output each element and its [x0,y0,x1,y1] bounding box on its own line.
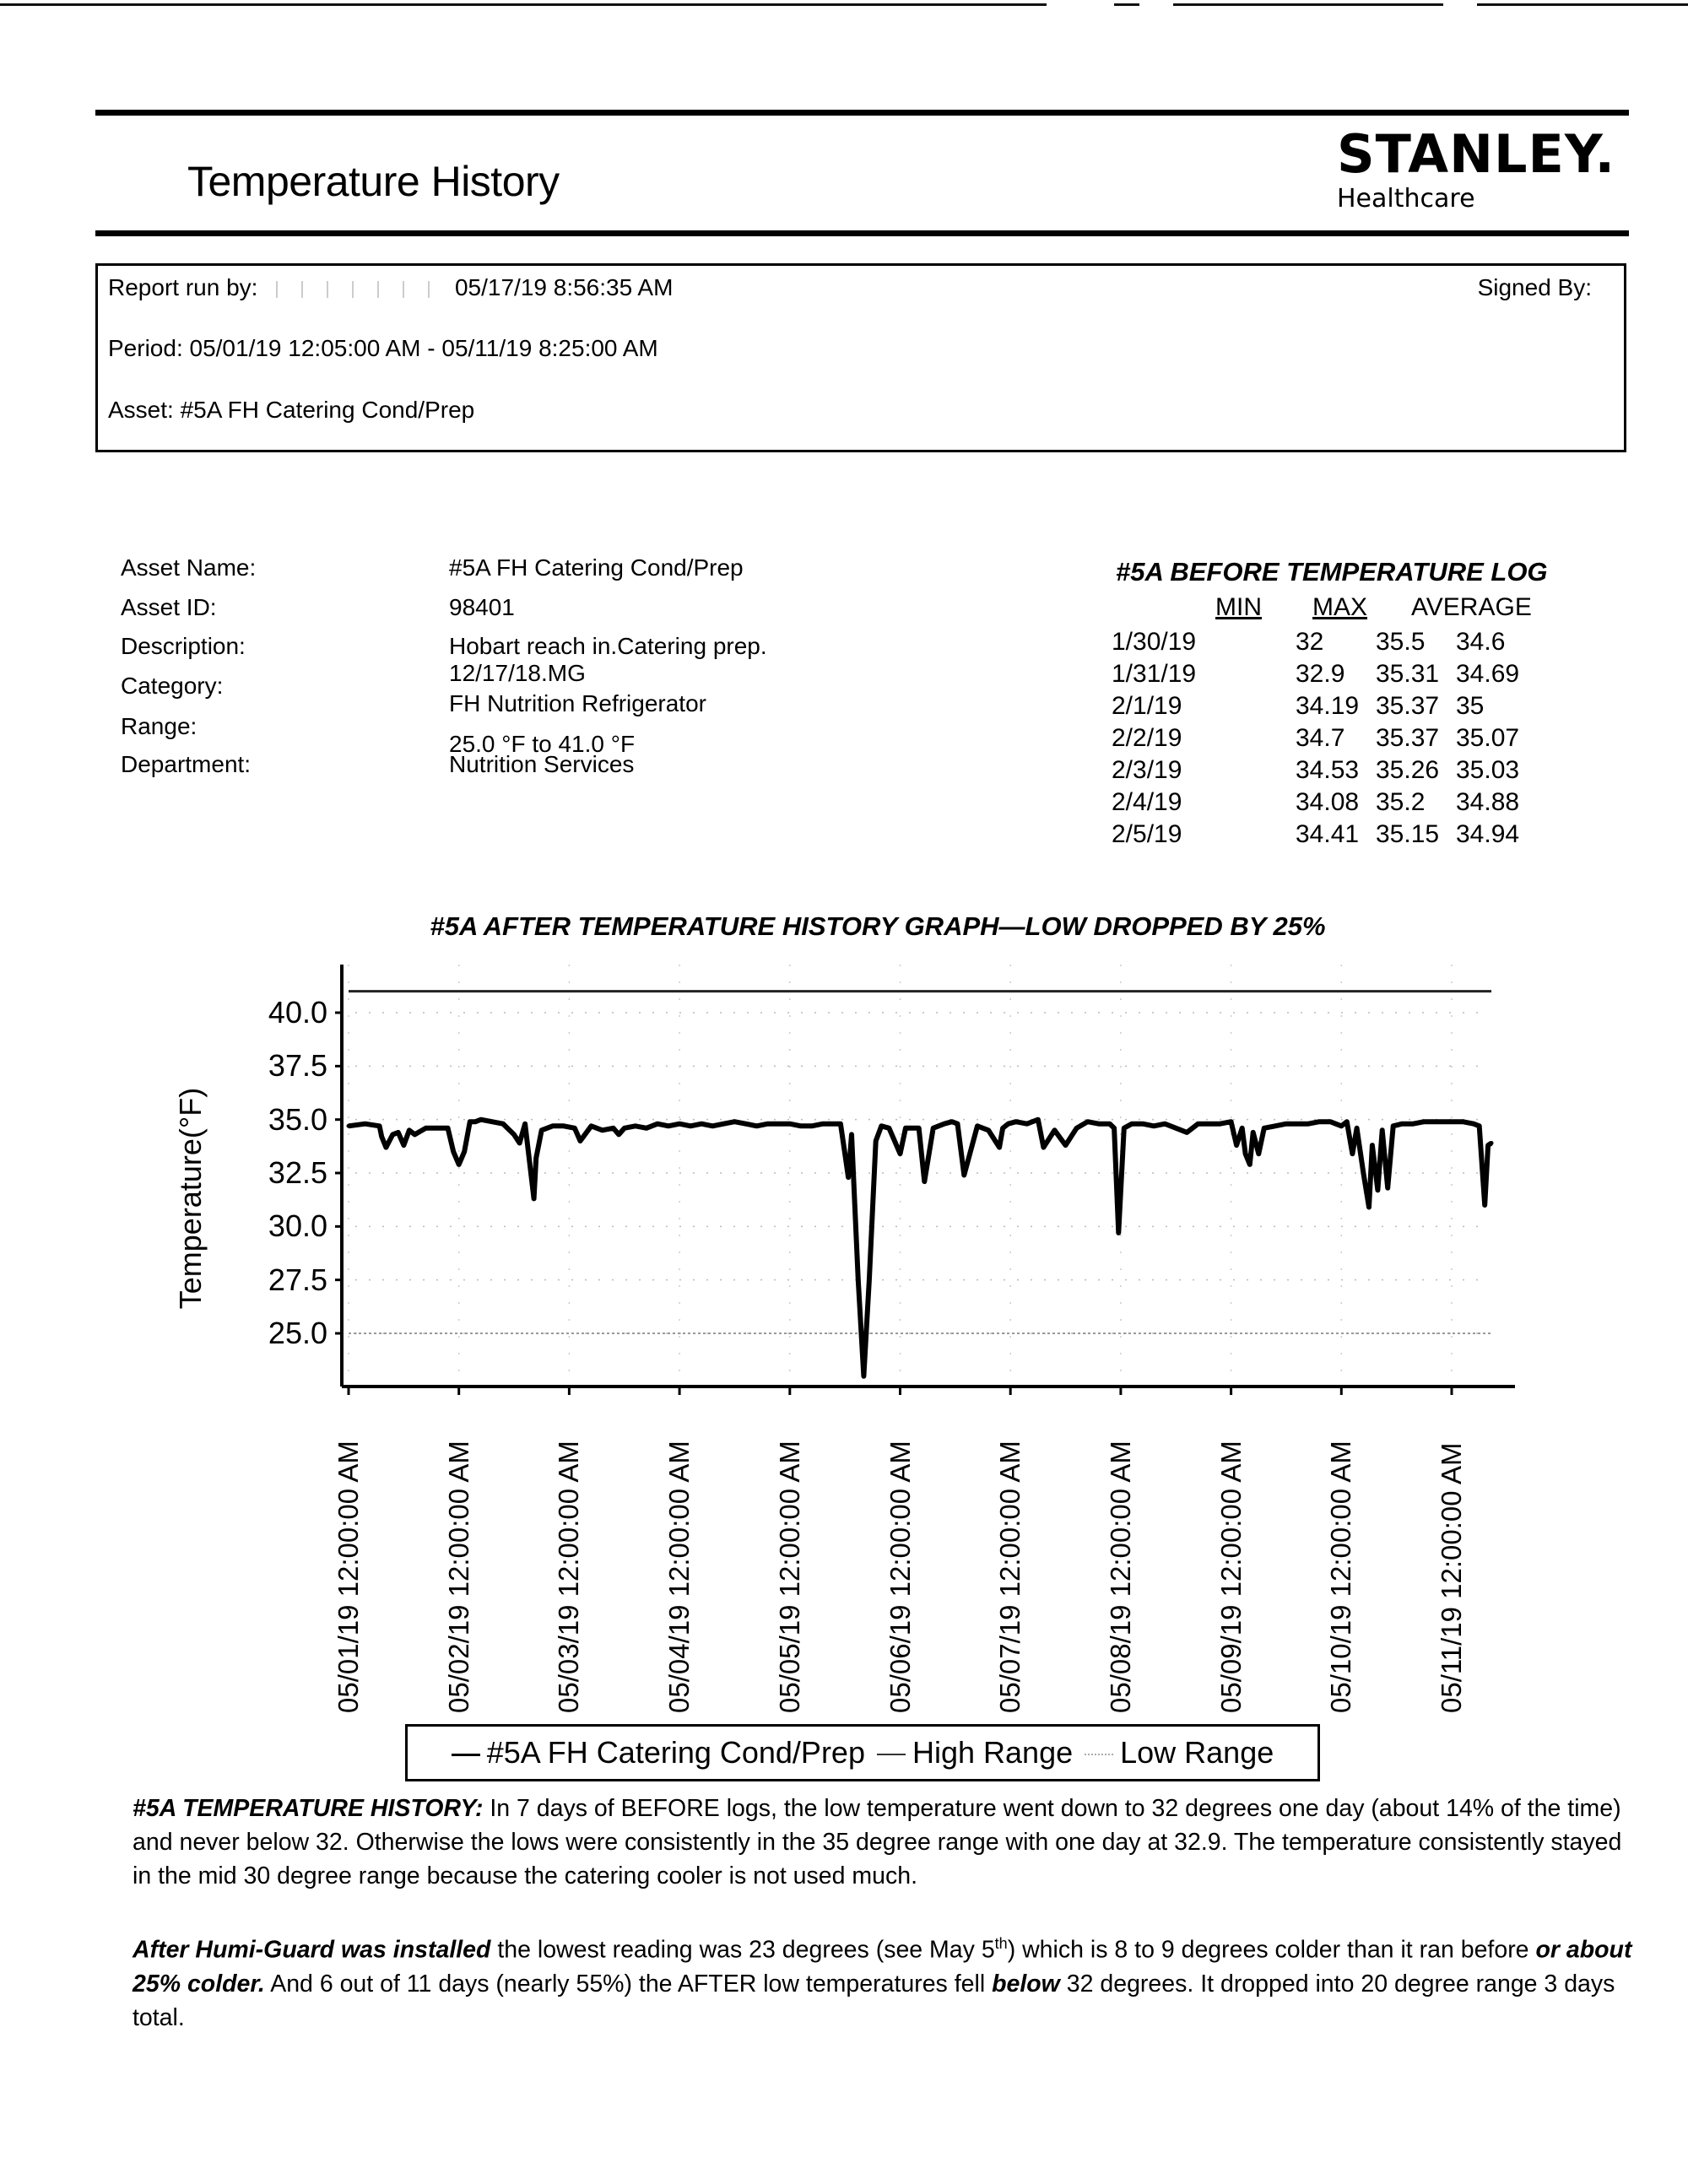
temperature-data-point [733,1120,737,1124]
summary-p2-lead: After Humi-Guard was installed [133,1936,491,1964]
temperature-data-point [384,1145,388,1149]
temperature-data-point [987,1128,991,1133]
before-log-header-max: MAX [1312,593,1368,621]
temperature-data-point [856,1278,860,1282]
temperature-data-point [473,1120,478,1124]
temperature-data-point [1400,1122,1404,1126]
temperature-data-point [1366,1205,1371,1209]
temperature-data-point [1257,1152,1261,1156]
before-log-max-cell: 35.15 [1376,820,1440,848]
report-period: Period: 05/01/19 12:05:00 AM - 05/11/19 8:25:00 AM [108,335,658,361]
before-log-date-cell: 2/5/19 [1112,820,1182,848]
temperature-data-point [931,1126,935,1130]
before-log-avg-cell: 34.88 [1456,788,1520,816]
before-log-max-cell: 35.2 [1376,788,1426,816]
temperature-data-point [1344,1120,1349,1124]
temperature-data-point [539,1128,544,1133]
temperature-data-point [849,1133,853,1137]
temperature-data-point [1477,1124,1481,1128]
temperature-data-point [457,1162,461,1166]
temperature-data-point [722,1122,726,1126]
temperature-data-point [898,1152,902,1156]
temperature-data-point [1461,1120,1465,1124]
temperature-data-point [874,1139,878,1143]
temperature-data-point [1296,1122,1300,1126]
asset-name-label: Asset Name: [121,554,257,581]
before-log-max-cell: 35.37 [1376,692,1440,720]
temperature-data-point [1207,1122,1211,1126]
summary-p2-bold-b: below [992,1970,1060,1997]
temperature-data-point [1376,1188,1380,1192]
temperature-data-point [589,1124,593,1128]
temperature-data-point [787,1122,792,1126]
category-value: FH Nutrition Refrigerator [449,690,706,716]
summary-p1-text: In 7 days of BEFORE logs, the low temperature went down to 32 degrees one day (about 14% of the time) and never below 32. Otherwise the lows were consistently in the 35 degree range with one day at 32.9. The temperature consistently stayed in the mid 30 degree range because the catering cooler is not used much. [133,1795,1622,1889]
before-log-avg-cell: 35.03 [1456,756,1520,784]
y-tick-label: 25.0 [268,1316,327,1350]
x-tick-label: 05/04/19 12:00:00 AM [663,1441,695,1713]
summary-p2-text-a: the lowest reading was 23 degrees (see May 5 [490,1936,995,1964]
temperature-data-point [534,1156,538,1160]
before-log-avg-cell: 34.69 [1456,660,1520,688]
temperature-data-point [776,1122,781,1126]
temperature-data-point [798,1124,803,1128]
temperature-data-point [413,1133,417,1137]
y-tick-label: 40.0 [268,995,327,1030]
temperature-data-point [1483,1203,1487,1208]
summary-p1-lead: #5A TEMPERATURE HISTORY: [133,1795,484,1822]
temperature-data-point [1433,1120,1437,1124]
x-tick-label: 05/01/19 12:00:00 AM [333,1441,364,1713]
temperature-data-point [1185,1130,1189,1134]
temperature-data-point [1273,1124,1277,1128]
department-label: Department: [121,751,252,777]
temperature-data-point [950,1120,954,1124]
temperature-data-point [744,1122,748,1126]
x-tick-label: 05/10/19 12:00:00 AM [1325,1441,1357,1713]
temperature-data-point [1450,1120,1454,1124]
temperature-data-point [600,1128,604,1133]
temperature-data-point [655,1122,659,1126]
temperature-data-point [523,1122,528,1126]
legend-swatch-low [1085,1754,1113,1755]
temperature-data-point [1240,1126,1244,1130]
page-title: Temperature History [187,158,560,205]
temperature-data-point [1025,1122,1029,1126]
temperature-data-point [1152,1124,1156,1128]
temperature-data-point [550,1124,555,1128]
chart-title: #5A AFTER TEMPERATURE HISTORY GRAPH—LOW DROPPED BY 25% [430,911,1326,941]
before-log-header-min: MIN [1215,593,1262,621]
x-tick-label: 05/05/19 12:00:00 AM [773,1441,805,1713]
before-log-date-cell: 2/1/19 [1112,692,1182,720]
before-log-min-cell: 32.9 [1296,660,1345,688]
temperature-data-point [867,1278,871,1282]
signed-by-label: Signed By: [1477,274,1592,300]
temperature-data-point [1422,1120,1426,1124]
before-log-avg-cell: 35 [1456,692,1485,720]
before-log-date-cell: 1/31/19 [1112,660,1197,688]
x-tick-label: 05/03/19 12:00:00 AM [553,1441,585,1713]
temperature-data-point [435,1126,439,1130]
temperature-data-point [821,1122,825,1126]
department-value: Nutrition Services [449,751,635,777]
summary-p2-text-b: ) which is 8 to 9 degrees colder than it ran before [1007,1936,1536,1964]
temperature-data-point [879,1124,884,1128]
temperature-data-point [689,1124,693,1128]
temperature-data-point [917,1126,921,1130]
temperature-data-point [517,1141,522,1145]
temperature-data-point [1006,1122,1010,1126]
temperature-data-point [711,1124,715,1128]
temperature-data-point [347,1124,351,1128]
before-log-max-cell: 35.31 [1376,660,1440,688]
temperature-data-point [1218,1122,1222,1126]
temperature-data-point [1317,1120,1322,1124]
summary-p2-superscript: th [994,1935,1008,1952]
temperature-data-point [922,1180,927,1184]
y-tick-label: 27.5 [268,1262,327,1297]
before-log-max-cell: 35.5 [1376,628,1426,656]
temperature-data-point [1107,1122,1112,1126]
logo-subtitle: Healthcare [1337,184,1475,214]
temperature-data-point [1085,1120,1090,1124]
description-label: Description: [121,633,246,659]
summary-paragraph-before [133,1792,1643,1893]
x-tick-label: 05/02/19 12:00:00 AM [442,1441,474,1713]
temperature-data-point [479,1117,483,1122]
temperature-data-point [667,1124,671,1128]
temperature-data-point [1052,1128,1057,1133]
description-value-line2: 12/17/18.MG [449,660,586,686]
y-tick-label: 37.5 [268,1048,327,1084]
y-tick-label: 35.0 [268,1101,327,1137]
legend-swatch-high [877,1754,906,1755]
temperature-data-point [998,1145,1002,1149]
before-log-min-cell: 34.7 [1296,724,1345,752]
temperature-data-point [377,1124,381,1128]
temperature-data-point [1243,1152,1247,1156]
x-tick-label: 05/08/19 12:00:00 AM [1104,1441,1136,1713]
before-log-min-cell: 34.41 [1296,820,1360,848]
range-label: Range: [121,713,197,739]
x-tick-label: 05/11/19 12:00:00 AM [1436,1442,1467,1713]
temperature-data-point [862,1374,866,1378]
legend-high-label: High Range [912,1735,1074,1770]
temperature-data-point [1307,1122,1311,1126]
temperature-data-point [633,1124,637,1128]
asset-id-label: Asset ID: [121,594,217,620]
temperature-data-point [1361,1171,1366,1176]
temperature-data-point [1063,1143,1068,1148]
x-tick-label: 05/07/19 12:00:00 AM [994,1441,1026,1713]
legend-swatch-series [452,1754,480,1756]
temperature-data-point [363,1122,367,1126]
temperature-data-point [962,1173,966,1177]
temperature-data-point [1350,1152,1355,1156]
before-log-min-cell: 34.19 [1296,692,1360,720]
temperature-data-point [1251,1130,1255,1134]
temperature-data-point [1247,1162,1252,1166]
temperature-data-point [380,1134,384,1138]
temperature-data-point [490,1120,494,1124]
temperature-data-point [678,1122,682,1126]
before-log-avg-cell: 34.94 [1456,820,1520,848]
temperature-data-point [809,1124,814,1128]
temperature-data-point [468,1120,472,1124]
report-run-by-label: Report run by: [108,274,258,300]
temperature-data-point [1196,1122,1200,1126]
temperature-data-point [843,1152,847,1156]
y-tick-label: 32.5 [268,1155,327,1190]
y-tick-label: 30.0 [268,1208,327,1244]
temperature-data-point [622,1126,626,1130]
temperature-data-point [1112,1126,1117,1130]
report-asset: Asset: #5A FH Catering Cond/Prep [108,397,475,423]
temperature-data-point [832,1122,836,1126]
temperature-series-line [349,1120,1491,1376]
legend-series-label: #5A FH Catering Cond/Prep [486,1735,865,1770]
temperature-data-point [396,1130,400,1134]
temperature-data-point [942,1122,946,1126]
temperature-data-point [1328,1120,1333,1124]
category-label: Category: [121,673,224,699]
temperature-data-point [402,1143,406,1148]
y-axis-label: Temperature(°F) [173,1087,208,1310]
temperature-data-point [391,1133,395,1137]
chart-legend [405,1724,1320,1781]
temperature-data-point [424,1126,428,1130]
temperature-data-point [512,1133,517,1137]
temperature-data-point [1141,1122,1145,1126]
x-tick-label: 05/06/19 12:00:00 AM [884,1441,916,1713]
asset-id-value: 98401 [449,594,515,620]
summary-p2-text-c: And 6 out of 11 days (nearly 55%) the AFTER low temperatures fell [264,1970,993,1997]
summary-paragraph-after [133,1927,1643,2035]
before-log-date-cell: 2/4/19 [1112,788,1182,816]
temperature-data-point [1229,1120,1233,1124]
description-value: Hobart reach in.Catering prep. [449,633,767,659]
before-log-min-cell: 34.08 [1296,788,1360,816]
before-log-date-cell: 2/3/19 [1112,756,1182,784]
before-log-title: #5A BEFORE TEMPERATURE LOG [1116,557,1548,587]
temperature-data-point [755,1124,759,1128]
temperature-data-point [1096,1122,1101,1126]
temperature-data-point [500,1122,505,1126]
summary-p2-bold-a: or about 25% colder. [133,1936,1632,1997]
before-log-max-cell: 35.37 [1376,724,1440,752]
temperature-data-point [463,1149,467,1154]
temperature-data-point [446,1126,450,1130]
summary-p2-text-d: 32 degrees. It dropped into 20 degree range 3 days total. [133,1970,1615,2031]
temperature-data-point [1355,1126,1359,1130]
temperature-data-point [1001,1126,1005,1130]
logo-brand: STANLEY. [1337,123,1616,185]
temperature-data-point [1411,1122,1415,1126]
temperature-data-point [904,1126,908,1130]
temperature-data-point [909,1126,913,1130]
temperature-data-point [1163,1122,1167,1126]
temperature-data-point [955,1122,960,1126]
temperature-data-point [1490,1141,1494,1145]
temperature-data-point [1262,1126,1266,1130]
temperature-data-point [407,1128,411,1133]
temperature-data-point [700,1122,704,1126]
temperature-data-point [1117,1230,1121,1235]
temperature-data-point [1129,1122,1133,1126]
temperature-data-point [617,1133,621,1137]
temperature-data-point [1380,1128,1384,1133]
temperature-data-point [1122,1126,1126,1130]
temperature-data-point [572,1126,576,1130]
temperature-data-point [644,1126,648,1130]
before-log-min-cell: 32 [1296,628,1324,656]
temperature-data-point [1235,1143,1239,1148]
temperature-data-point [975,1124,979,1128]
temperature-data-point [1174,1126,1178,1130]
temperature-data-point [1386,1186,1390,1190]
temperature-data-point [532,1197,536,1201]
before-log-date-cell: 2/2/19 [1112,724,1182,752]
legend-item-high [877,1735,1073,1770]
x-tick-label: 05/09/19 12:00:00 AM [1215,1441,1247,1713]
temperature-data-point [452,1149,456,1154]
temperature-data-point [1036,1117,1040,1122]
temperature-data-point [1472,1122,1476,1126]
legend-low-label: Low Range [1120,1735,1274,1770]
range-value: 25.0 °F to 41.0 °F [449,731,636,757]
before-log-max-cell: 35.26 [1376,756,1440,784]
temperature-data-point [847,1176,851,1180]
temperature-data-point [1041,1145,1046,1149]
temperature-data-point [1074,1126,1079,1130]
before-log-avg-cell: 34.6 [1456,628,1506,656]
asset-name-value: #5A FH Catering Cond/Prep [449,554,744,581]
temperature-data-point [561,1124,565,1128]
temperature-data-point [1391,1124,1395,1128]
temperature-data-point [1370,1143,1374,1148]
temperature-data-point [578,1139,582,1143]
before-log-min-cell: 34.53 [1296,756,1360,784]
legend-item-low [1085,1735,1274,1770]
before-log-header-average: AVERAGE [1411,593,1532,621]
temperature-data-point [1284,1122,1288,1126]
legend-item-series [452,1735,865,1770]
report-run-timestamp: 05/17/19 8:56:35 AM [454,274,674,300]
temperature-data-point [1339,1124,1344,1128]
temperature-data-point [766,1122,770,1126]
temperature-data-point [887,1126,891,1130]
before-log-date-cell: 1/30/19 [1112,628,1197,656]
temperature-data-point [611,1126,615,1130]
temperature-data-point [1014,1120,1018,1124]
before-log-avg-cell: 35.07 [1456,724,1520,752]
temperature-data-point [838,1122,842,1126]
